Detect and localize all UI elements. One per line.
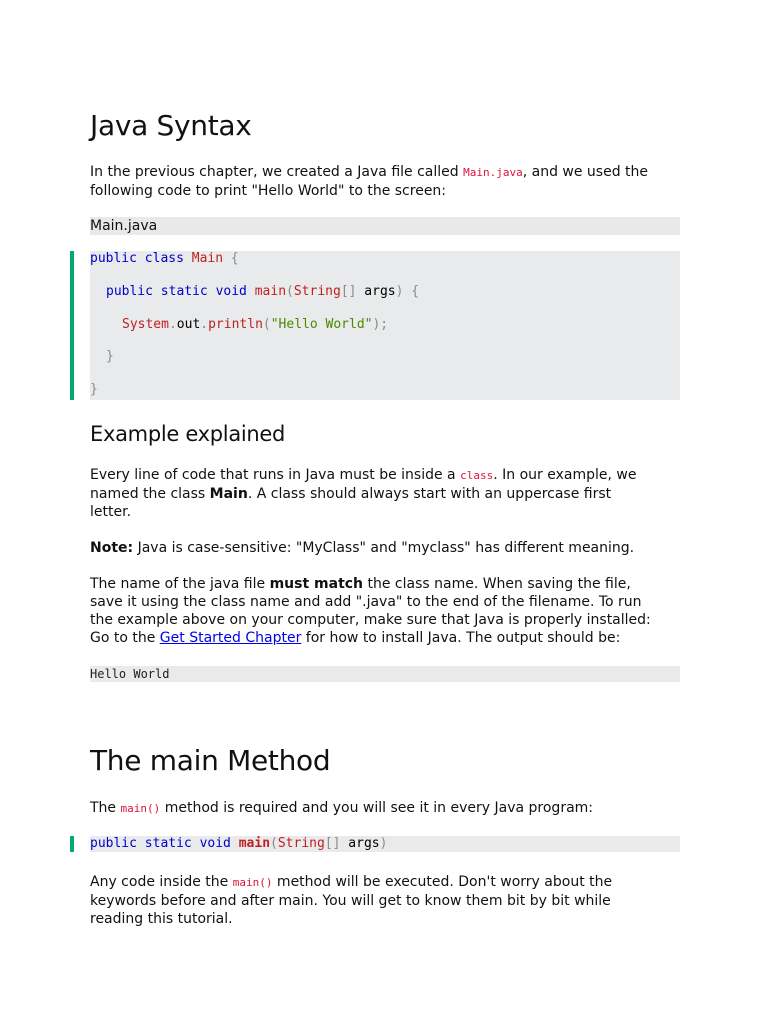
code-line-3 — [122, 317, 388, 333]
code-keyword: public class — [90, 251, 184, 266]
code-method-name: main — [246, 284, 287, 299]
intro-text-start: In the previous chapter, we created a Java file called — [90, 164, 464, 180]
code-field: out — [176, 317, 201, 332]
code-punct: . — [200, 317, 209, 332]
code-punct: } — [106, 349, 114, 364]
paragraph-text: save it using the class name and add ".java" to the end of the filename. To run — [90, 594, 642, 610]
code-punct: [] — [340, 284, 357, 299]
code-punct: ( — [262, 317, 271, 332]
bold-main: Main — [209, 486, 248, 502]
code-punct: ) — [379, 836, 388, 851]
intro-paragraph — [90, 163, 690, 200]
note-label: Note: — [90, 540, 134, 556]
paragraph-text: reading this tutorial. — [90, 911, 233, 927]
code-punct: ); — [372, 317, 389, 332]
code-punct: ( — [270, 836, 278, 851]
paragraph-text: letter. — [90, 504, 132, 520]
paragraph-text: Go to the — [90, 630, 160, 646]
get-started-chapter-link[interactable]: Get Started Chapter — [159, 630, 302, 646]
code-line-1 — [90, 251, 239, 267]
code-punct: [] — [324, 836, 341, 851]
note-paragraph — [90, 539, 690, 557]
bold-must-match: must match — [269, 576, 364, 592]
code-method-name: main — [230, 836, 271, 851]
code-line-2 — [106, 284, 419, 300]
paragraph-text: method will be executed. Don't worry about the — [272, 874, 613, 890]
inline-code-class: class — [460, 469, 494, 482]
code-punct: ) { — [395, 284, 420, 299]
main-method-explanation-paragraph — [90, 873, 690, 928]
paragraph-text: . A class should always start with an uppercase first — [247, 486, 612, 502]
paragraph-text: . In our example, we — [493, 467, 637, 483]
inline-code-main-java: Main.java — [463, 166, 523, 179]
code-string: "Hello World" — [270, 317, 373, 332]
class-explanation-paragraph — [90, 466, 690, 521]
output-block: Hello World — [90, 666, 680, 682]
section-heading-main-method: The main Method — [90, 744, 331, 777]
paragraph-text: the class name. When saving the file, — [363, 576, 631, 592]
paragraph-text: Any code inside the — [90, 874, 233, 890]
file-naming-paragraph — [90, 575, 690, 647]
intro-text-end: , and we used the — [522, 164, 649, 180]
paragraph-text: method is required and you will see it in every Java program: — [160, 800, 594, 816]
section-heading-example-explained: Example explained — [90, 422, 286, 446]
code-line-5 — [90, 382, 98, 398]
code-object: System — [122, 317, 169, 332]
paragraph-text: the example above on your computer, make sure that Java is properly installed: — [90, 612, 651, 628]
intro-line-2: following code to print "Hello World" to the screen: — [90, 183, 447, 199]
code-method-name: println — [208, 317, 263, 332]
main-method-intro-paragraph — [90, 799, 690, 818]
paragraph-text: keywords before and after main. You will get to know them bit by bit while — [90, 893, 611, 909]
example-code-block — [90, 251, 680, 400]
paragraph-text: The — [90, 800, 121, 816]
example-filename-label: Main.java — [90, 217, 680, 235]
code-punct: { — [223, 251, 239, 266]
code-type: String — [277, 836, 325, 851]
paragraph-text: Every line of code that runs in Java must be inside a — [90, 467, 461, 483]
main-signature-code-block — [90, 836, 680, 852]
code-args: args — [356, 284, 396, 299]
inline-code-main: main() — [232, 876, 273, 889]
code-punct: } — [90, 382, 98, 397]
example-accent-bar — [70, 251, 74, 400]
code-args: args — [340, 836, 380, 851]
code-keyword: public static void — [106, 284, 247, 299]
inline-code-main: main() — [120, 802, 161, 815]
code-line-4 — [106, 349, 114, 365]
code-type: String — [293, 284, 341, 299]
signature-accent-bar — [70, 836, 74, 852]
paragraph-text: named the class — [90, 486, 210, 502]
note-text: Java is case-sensitive: "MyClass" and "myclass" has different meaning. — [133, 540, 635, 556]
code-keyword: public static void — [90, 836, 231, 851]
paragraph-text: for how to install Java. The output should be: — [301, 630, 621, 646]
code-punct: . — [168, 317, 177, 332]
code-class-name: Main — [183, 251, 224, 266]
code-punct: ( — [286, 284, 294, 299]
signature-line — [90, 836, 387, 852]
page-title: Java Syntax — [90, 109, 252, 142]
paragraph-text: The name of the java file — [90, 576, 270, 592]
